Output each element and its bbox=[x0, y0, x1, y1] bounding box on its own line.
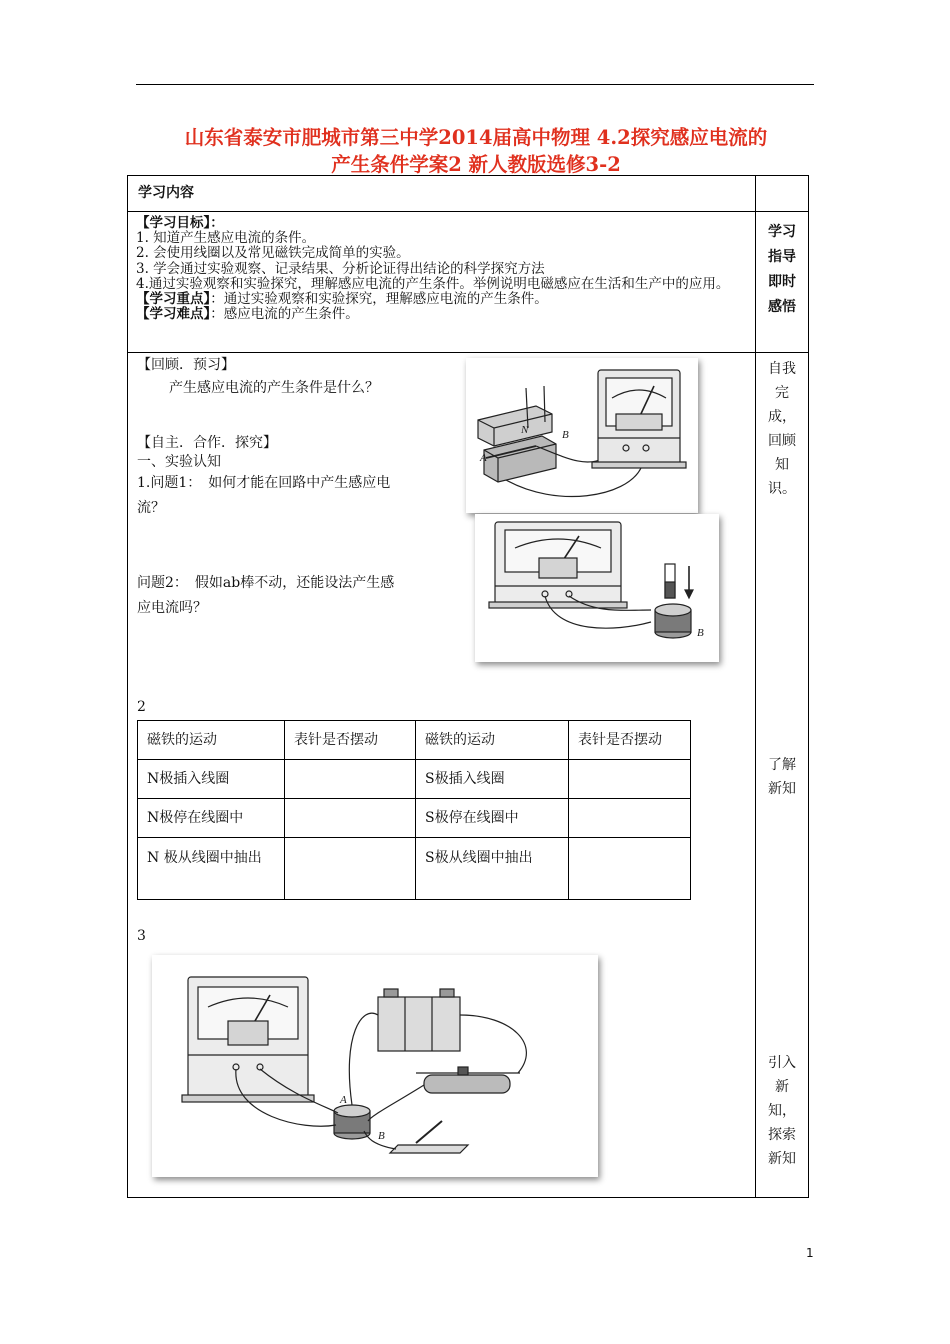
table-cell: S极停在线圈中 bbox=[416, 799, 569, 838]
side-guide-line: 感悟 bbox=[768, 299, 796, 315]
header-side-cell bbox=[756, 176, 809, 212]
objectives-cell bbox=[128, 212, 756, 353]
section-one-title: 一、实验认知 bbox=[137, 454, 221, 470]
figure-magnet-rod-galvanometer bbox=[466, 358, 698, 513]
side-note-line: 引入 bbox=[768, 1055, 796, 1071]
explore-heading: 【自主．合作．探究】 bbox=[137, 435, 277, 451]
table-cell bbox=[285, 838, 416, 900]
table-cell bbox=[569, 760, 691, 799]
table-row bbox=[138, 838, 691, 900]
header-rule bbox=[136, 84, 814, 85]
table-row bbox=[138, 799, 691, 838]
side-note-line: 新 bbox=[775, 1079, 789, 1095]
item-number-2: 2 bbox=[137, 699, 146, 715]
table-cell: N 极从线圈中抽出 bbox=[138, 838, 285, 900]
question-2-line-1: 问题2： 假如ab棒不动，还能设法产生感 bbox=[137, 575, 395, 591]
item-number-3: 3 bbox=[137, 928, 146, 944]
guide-side-cell bbox=[756, 212, 809, 353]
review-question: 产生感应电流的产生条件是什么？ bbox=[169, 380, 379, 396]
question-2-line-2: 应电流吗？ bbox=[137, 600, 207, 616]
side-guide-line: 学习 bbox=[768, 224, 796, 240]
side-note-line: 自我 bbox=[768, 361, 796, 377]
table-cell: S极插入线圈 bbox=[416, 760, 569, 799]
side-note-line: 完 bbox=[775, 385, 789, 401]
table-cell bbox=[285, 760, 416, 799]
table-header: 磁铁的运动 bbox=[416, 721, 569, 760]
table-cell bbox=[285, 799, 416, 838]
side-note-learn bbox=[756, 753, 808, 801]
table-cell: S极从线圈中抽出 bbox=[416, 838, 569, 900]
objective-item: 3. 学会通过实验观察、记录结果、分析论证得出结论的科学探究方法 bbox=[136, 260, 545, 277]
circuit-illustration bbox=[152, 955, 598, 1177]
table-cell: N极插入线圈 bbox=[138, 760, 285, 799]
side-note-line: 新知 bbox=[768, 1151, 796, 1167]
side-note-line: 回顾 bbox=[768, 433, 796, 449]
notes-side-cell bbox=[756, 353, 809, 1198]
side-guide-line: 即时 bbox=[768, 274, 796, 290]
review-heading: 【回顾．预习】 bbox=[137, 357, 235, 373]
table-cell: N极停在线圈中 bbox=[138, 799, 285, 838]
side-note-line: 新知 bbox=[768, 781, 796, 797]
table-row bbox=[138, 760, 691, 799]
side-guide-line: 指导 bbox=[768, 249, 796, 265]
side-note-line: 探索 bbox=[768, 1127, 796, 1143]
objective-item: 2. 会使用线圈以及常见磁铁完成简单的实验。 bbox=[136, 245, 410, 262]
figure-circuit-with-battery bbox=[152, 955, 598, 1177]
side-note-review bbox=[756, 357, 808, 501]
table-header: 磁铁的运动 bbox=[138, 721, 285, 760]
side-note-line: 知， bbox=[768, 1103, 796, 1119]
galvanometer-coil-illustration bbox=[475, 514, 719, 662]
objective-item: 1. 知道产生感应电流的条件。 bbox=[136, 230, 316, 247]
side-note-line: 识。 bbox=[768, 481, 796, 497]
document-title bbox=[126, 124, 826, 178]
side-note-line: 知 bbox=[775, 457, 789, 473]
table-header: 表针是否摆动 bbox=[285, 721, 416, 760]
difficulty-label: 【学习难点】 bbox=[136, 306, 211, 323]
page-number: 1 bbox=[806, 1246, 814, 1260]
galvanometer-rod-illustration bbox=[466, 358, 698, 513]
title-line-2: 产生条件学案2 新人教版选修3-2 bbox=[331, 153, 621, 176]
side-note-line: 了解 bbox=[768, 757, 796, 773]
table-cell bbox=[569, 838, 691, 900]
side-note-explore bbox=[756, 1051, 808, 1171]
title-line-1: 山东省泰安市肥城市第三中学2014届高中物理 4.2探究感应电流的 bbox=[184, 126, 768, 149]
difficulty-text: ：感应电流的产生条件。 bbox=[210, 306, 359, 323]
content-header: 学习内容 bbox=[128, 176, 756, 212]
key-point-text: ：通过实验观察和实验探究，理解感应电流的产生条件。 bbox=[210, 291, 548, 308]
fig3-label-b: B bbox=[378, 1130, 385, 1142]
question-1-line-2: 流？ bbox=[137, 500, 165, 516]
study-table bbox=[127, 175, 809, 1198]
fig2-label-b: B bbox=[697, 627, 704, 639]
table-cell bbox=[569, 799, 691, 838]
objective-item: 4.通过实验观察和实验探究，理解感应电流的产生条件。举例说明电磁感应在生活和生产中的应用。 bbox=[136, 275, 730, 292]
side-note-line: 成， bbox=[768, 409, 796, 425]
table-header: 表针是否摆动 bbox=[569, 721, 691, 760]
figure-magnet-coil-galvanometer bbox=[475, 514, 719, 662]
fig1-label-a: A bbox=[480, 452, 487, 464]
question-1-line-1: 1.问题1： 如何才能在回路中产生感应电 bbox=[137, 475, 391, 491]
objectives-heading: 【学习目标】： bbox=[136, 215, 224, 231]
fig3-label-a: A bbox=[340, 1094, 347, 1106]
key-point-label: 【学习重点】 bbox=[136, 291, 211, 308]
fig1-label-n: N bbox=[521, 424, 529, 436]
fig1-label-b: B bbox=[562, 429, 569, 441]
magnet-motion-table bbox=[137, 720, 691, 900]
activity-cell bbox=[128, 353, 756, 1198]
